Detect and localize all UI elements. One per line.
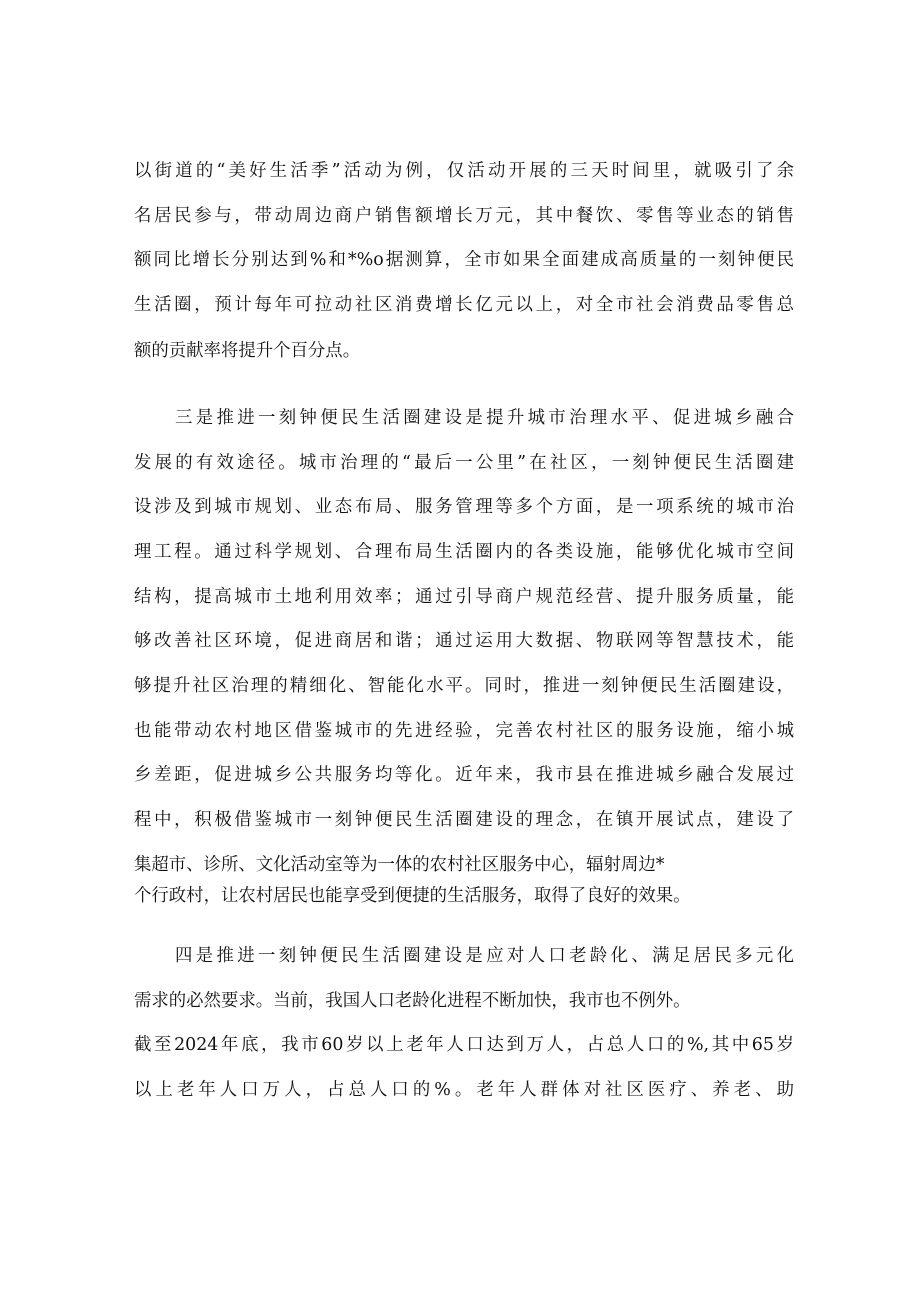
paragraph-1-line-4: 生活圈，预计每年可拉动社区消费增长亿元以上，对全市社会消费品零售总 <box>134 295 794 315</box>
paragraph-1-line-2: 名居民参与，带动周边商户销售额增长万元，其中餐饮、零售等业态的销售 <box>134 206 794 226</box>
paragraph-3-line-2: 需求的必然要求。当前，我国人口老龄化进程不断加快，我市也不例外。 <box>134 991 691 1011</box>
paragraph-2-line-10: 程中，积极借鉴城市一刻钟便民生活圈建设的理念，在镇开展试点，建设了 <box>134 810 794 830</box>
paragraph-2-line-9: 乡差距，促进城乡公共服务均等化。近年来，我市县在推进城乡融合发展过 <box>134 765 794 785</box>
paragraph-2-line-5: 结构，提高城市土地利用效率；通过引导商户规范经营、提升服务质量，能 <box>134 587 794 607</box>
paragraph-2-line-3: 设涉及到城市规划、业态布局、服务管理等多个方面，是一项系统的城市治 <box>134 497 794 517</box>
paragraph-2-line-1: 三是推进一刻钟便民生活圈建设是提升城市治理水平、促进城乡融合 <box>175 408 794 428</box>
paragraph-3-line-3: 截至2024年底，我市60岁以上老年人口达到万人，占总人口的%,其中65岁 <box>134 1035 794 1055</box>
paragraph-2-line-8: 也能带动农村地区借鉴城市的先进经验，完善农村社区的服务设施，缩小城 <box>134 721 794 741</box>
paragraph-1-line-1: 以街道的“美好生活季”活动为例，仅活动开展的三天时间里，就吸引了余 <box>134 161 794 181</box>
paragraph-2-line-6: 够改善社区环境，促进商居和谐；通过运用大数据、物联网等智慧技术，能 <box>134 631 794 651</box>
paragraph-2-line-12: 个行政村，让农村居民也能享受到便捷的生活服务，取得了良好的效果。 <box>134 886 691 906</box>
paragraph-1-line-3: 额同比增长分别达到%和*%o据测算，全市如果全面建成高质量的一刻钟便民 <box>134 250 794 270</box>
paragraph-3-line-1: 四是推进一刻钟便民生活圈建设是应对人口老龄化、满足居民多元化 <box>175 946 794 966</box>
paragraph-2-line-4: 理工程。通过科学规划、合理布局生活圈内的各类设施，能够优化城市空间 <box>134 542 794 562</box>
paragraph-1-line-5: 额的贡献率将提升个百分点。 <box>134 341 361 361</box>
paragraph-2-line-7: 够提升社区治理的精细化、智能化水平。同时，推进一刻钟便民生活圈建设， <box>134 676 794 696</box>
paragraph-3-line-4: 以上老年人口万人，占总人口的%。老年人群体对社区医疗、养老、助 <box>134 1080 794 1100</box>
paragraph-2-line-2: 发展的有效途径。城市治理的“最后一公里”在社区，一刻钟便民生活圈建 <box>134 453 794 473</box>
paragraph-2-line-11: 集超市、诊所、文化活动室等为一体的农村社区服务中心，辐射周边* <box>134 855 665 875</box>
